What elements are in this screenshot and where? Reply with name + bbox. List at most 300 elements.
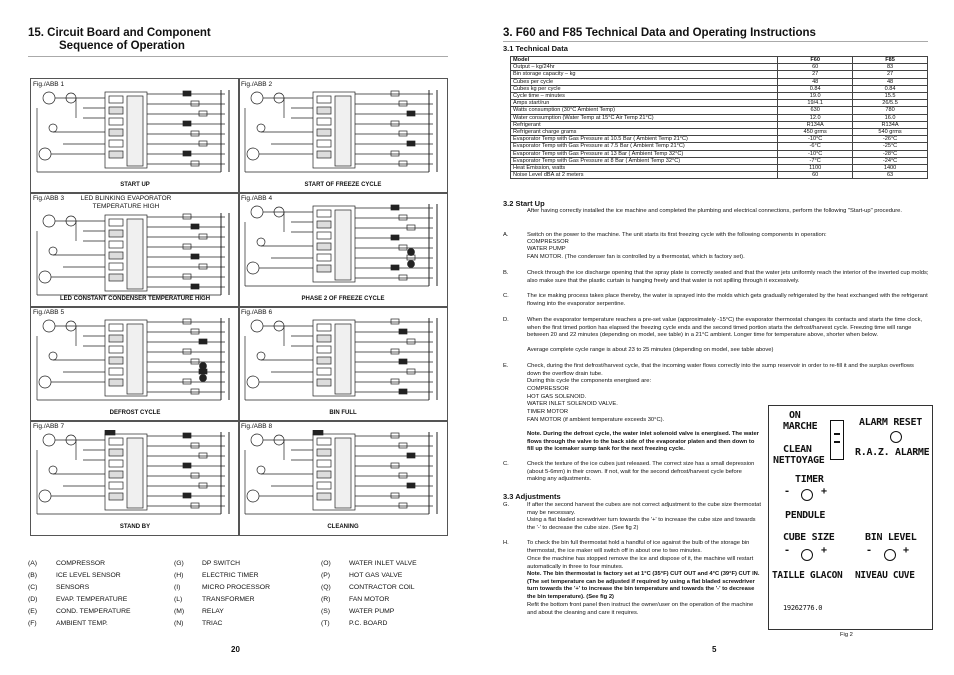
table-cell: 27 bbox=[778, 71, 853, 78]
legend-value: DP SWITCH bbox=[202, 560, 241, 567]
item-e-line1: During this cycle the components energised are: bbox=[527, 378, 652, 384]
item-h-text: To check the bin full thermostat hold a handful of ice against the bulb of the storage bin thermostat, the ice maker will switch off in about one to two minutes. bbox=[527, 540, 750, 554]
component-box bbox=[407, 141, 415, 146]
table-cell: 48 bbox=[778, 78, 853, 85]
legend-value: TRANSFORMER bbox=[202, 596, 255, 603]
component-symbol bbox=[49, 247, 57, 255]
legend-value: COND. TEMPERATURE bbox=[56, 608, 131, 615]
component-symbol bbox=[251, 92, 263, 104]
table-row bbox=[511, 100, 928, 107]
legend-key: (R) bbox=[321, 596, 331, 603]
component-box bbox=[183, 274, 191, 279]
table-cell: 780 bbox=[853, 107, 928, 114]
panel-marche-label: MARCHE bbox=[783, 421, 818, 432]
legend-key: (M) bbox=[174, 608, 185, 615]
table-cell: R134A bbox=[853, 121, 928, 128]
item-c2-text: Check the texture of the ice cubes just released. The correct size has a small depression (about 5-6mm) in their crown. If not, wait for the second defrost/harvest cycle before making any adjustments. bbox=[527, 461, 755, 483]
component-box bbox=[313, 430, 323, 435]
left-page-number: 20 bbox=[231, 645, 240, 654]
panel-bin-level-label: BIN LEVEL bbox=[865, 532, 917, 543]
legend-item bbox=[321, 560, 417, 567]
table-cell: Water consumption (Water Temp at 15°C Air Temp 21°C) bbox=[511, 114, 778, 121]
table-cell: 60 bbox=[778, 64, 853, 71]
component-box bbox=[391, 265, 399, 270]
table-cell: 630 bbox=[778, 107, 853, 114]
table-cell: -10°C bbox=[778, 136, 853, 143]
component-symbol bbox=[247, 376, 259, 388]
component-symbol bbox=[257, 466, 265, 474]
component-box bbox=[109, 379, 123, 386]
legend-item bbox=[321, 596, 389, 603]
component-box bbox=[109, 118, 123, 125]
component-box bbox=[317, 324, 331, 331]
legend-key: (B) bbox=[28, 572, 38, 579]
component-box bbox=[199, 234, 207, 239]
component-box bbox=[191, 359, 199, 364]
figure-caption: BIN FULL bbox=[329, 410, 357, 416]
component-box bbox=[399, 101, 407, 106]
legend-value: HOT GAS VALVE bbox=[349, 572, 403, 579]
component-symbol bbox=[251, 320, 263, 332]
component-box bbox=[391, 319, 399, 324]
figure-caption: DEFROST CYCLE bbox=[109, 410, 161, 416]
component-box bbox=[391, 463, 399, 468]
component-box bbox=[191, 503, 199, 508]
component-box bbox=[391, 91, 399, 96]
component-box bbox=[391, 349, 399, 354]
component-box bbox=[199, 339, 207, 344]
power-switch[interactable] bbox=[830, 420, 844, 460]
component-box bbox=[109, 460, 123, 467]
component-box bbox=[317, 449, 331, 456]
table-cell: Bin storage capacity – kg bbox=[511, 71, 778, 78]
component-box bbox=[399, 161, 407, 166]
left-section-title-line2: Sequence of Operation bbox=[59, 40, 185, 52]
component-symbol bbox=[247, 148, 259, 160]
component-box bbox=[191, 254, 199, 259]
component-box bbox=[399, 473, 407, 478]
component-box bbox=[399, 131, 407, 136]
component-box bbox=[317, 265, 331, 272]
table-row bbox=[511, 71, 928, 78]
table-cell: Heat Emission, watts bbox=[511, 165, 778, 172]
item-h-label: H. bbox=[503, 540, 509, 546]
component-box bbox=[317, 482, 331, 489]
component-box bbox=[109, 230, 123, 237]
component-box bbox=[399, 503, 407, 508]
legend-key: (Q) bbox=[321, 584, 331, 591]
component-symbol bbox=[39, 148, 51, 160]
component-box bbox=[407, 453, 415, 458]
figure-caption: CLEANING bbox=[327, 524, 359, 530]
legend-item bbox=[174, 572, 259, 579]
component-box bbox=[109, 438, 123, 445]
component-symbol bbox=[43, 215, 55, 227]
component-symbol bbox=[257, 124, 265, 132]
component-box bbox=[183, 91, 191, 96]
component-box bbox=[317, 107, 331, 114]
circuit-figure-2 bbox=[238, 78, 448, 194]
table-cell: Refrigerant bbox=[511, 121, 778, 128]
panel-taille-label: TAILLE GLACON bbox=[772, 570, 843, 581]
table-cell: Cubes kg per cycle bbox=[511, 85, 778, 92]
table-row bbox=[511, 114, 928, 121]
component-symbol bbox=[49, 352, 57, 360]
legend-value: P.C. BOARD bbox=[349, 620, 388, 627]
item-e-note: Note. During the defrost cycle, the water inlet solenoid valve is energised. The water flows through the valve to the back side of the evaporator platen and then down to fill up the icemaker sump tank for the next freezing cycle. bbox=[527, 431, 759, 453]
wiring-diagram bbox=[241, 88, 445, 174]
table-cell: 63 bbox=[853, 172, 928, 179]
table-header-cell: F85 bbox=[853, 57, 928, 64]
panel-raz-label: R.A.Z. ALARME bbox=[855, 447, 930, 458]
table-header-row bbox=[511, 57, 928, 64]
component-box bbox=[183, 349, 191, 354]
table-header-cell: Model bbox=[511, 57, 778, 64]
legend-value: TRIAC bbox=[202, 620, 223, 627]
right-page-number: 5 bbox=[712, 645, 717, 654]
item-e-line6: FAN MOTOR (if ambient temperature exceeds 30°C). bbox=[527, 417, 665, 423]
component-box bbox=[183, 493, 191, 498]
legend-key: (G) bbox=[174, 560, 184, 567]
table-cell: 1400 bbox=[853, 165, 928, 172]
panel-clean-label: CLEAN bbox=[783, 444, 812, 455]
component-box bbox=[335, 324, 351, 394]
legend-key: (S) bbox=[321, 608, 331, 615]
legend-key: (F) bbox=[28, 620, 37, 627]
item-h-end: Refit the bottom front panel then instruct the owner/user on the operation of the machine and about the cleaning and care it requires. bbox=[527, 602, 754, 616]
table-cell: 0.84 bbox=[778, 85, 853, 92]
component-box bbox=[109, 368, 123, 375]
component-box bbox=[317, 357, 331, 364]
legend-value: SENSORS bbox=[56, 584, 90, 591]
panel-timer-label: TIMER bbox=[795, 474, 824, 485]
table-cell: R134A bbox=[778, 121, 853, 128]
legend-item bbox=[28, 596, 127, 603]
legend-key: (A) bbox=[28, 560, 38, 567]
component-box bbox=[127, 324, 143, 394]
figure-caption: PHASE 2 OF FREEZE CYCLE bbox=[301, 296, 385, 302]
component-symbol bbox=[39, 490, 51, 502]
table-row bbox=[511, 85, 928, 92]
component-box bbox=[109, 263, 123, 270]
figure-label: Fig./ABB 5 bbox=[33, 309, 65, 316]
legend-item bbox=[174, 620, 222, 627]
legend-value: WATER PUMP bbox=[349, 608, 395, 615]
timer-knob[interactable] bbox=[801, 489, 813, 501]
component-box bbox=[183, 214, 191, 219]
component-box bbox=[335, 438, 351, 508]
component-box bbox=[317, 151, 331, 158]
panel-serial: 19262776.0 bbox=[783, 604, 823, 612]
table-cell: Cubes per cycle bbox=[511, 78, 778, 85]
legend-item bbox=[174, 608, 224, 615]
panel-plus-2: + bbox=[821, 545, 827, 556]
legend-item bbox=[28, 572, 121, 579]
component-symbol bbox=[49, 124, 57, 132]
table-cell: Refrigerant charge grams bbox=[511, 129, 778, 136]
panel-minus-1: - bbox=[784, 486, 790, 497]
item-g-label: G. bbox=[503, 502, 510, 508]
panel-minus-2: - bbox=[784, 545, 790, 556]
table-cell: 83 bbox=[853, 64, 928, 71]
component-box bbox=[183, 433, 191, 438]
table-cell: 15.5 bbox=[853, 93, 928, 100]
table-cell: -10°C bbox=[778, 150, 853, 157]
component-box bbox=[399, 275, 407, 280]
component-symbol bbox=[247, 262, 259, 274]
item-a-label: A. bbox=[503, 232, 509, 238]
component-box bbox=[317, 379, 331, 386]
legend-key: (I) bbox=[174, 584, 181, 591]
panel-pendule-label: PENDULE bbox=[785, 510, 826, 521]
component-box bbox=[317, 438, 331, 445]
component-box bbox=[317, 243, 331, 250]
wiring-diagram bbox=[241, 430, 445, 516]
table-row bbox=[511, 157, 928, 164]
panel-plus-1: + bbox=[821, 486, 827, 497]
legend-value: RELAY bbox=[202, 608, 224, 615]
component-box bbox=[407, 225, 415, 230]
panel-minus-3: - bbox=[866, 545, 872, 556]
component-box bbox=[317, 254, 331, 261]
table-cell: Cycle time – minutes bbox=[511, 93, 778, 100]
wiring-diagram bbox=[33, 430, 237, 516]
subsection-3-2: 3.2 Start Up bbox=[503, 199, 545, 208]
table-cell: Evaporator Temp with Gas Pressure at 10.5 Bar ( Ambient Temp 21°C) bbox=[511, 136, 778, 143]
item-a-line3: FAN MOTOR. (The condenser fan is controlled by a thermostat, which is factory set). bbox=[527, 254, 745, 260]
table-cell: -26°C bbox=[853, 136, 928, 143]
component-box bbox=[199, 264, 207, 269]
component-box bbox=[109, 449, 123, 456]
component-box bbox=[183, 121, 191, 126]
component-box bbox=[109, 471, 123, 478]
component-box bbox=[109, 357, 123, 364]
item-c2-label: C. bbox=[503, 461, 509, 467]
item-a-text: Switch on the power to the machine. The unit starts its first freezing cycle with the following components in operation: bbox=[527, 232, 827, 238]
legend-value: ELECTRIC TIMER bbox=[202, 572, 259, 579]
item-d-label: D. bbox=[503, 317, 509, 323]
panel-plus-3: + bbox=[903, 545, 909, 556]
component-box bbox=[335, 96, 351, 166]
component-box bbox=[191, 443, 199, 448]
table-row bbox=[511, 93, 928, 100]
component-box bbox=[407, 111, 415, 116]
component-box bbox=[183, 151, 191, 156]
component-box bbox=[109, 482, 123, 489]
component-box bbox=[407, 369, 415, 374]
table-cell: Evaporator Temp with Gas Pressure at 8 Bar ( Ambient Temp 32°C) bbox=[511, 157, 778, 164]
component-box bbox=[399, 443, 407, 448]
component-symbol bbox=[408, 249, 415, 256]
table-cell: 48 bbox=[853, 78, 928, 85]
component-box bbox=[127, 438, 143, 508]
item-e-line5: TIMER MOTOR bbox=[527, 409, 569, 415]
component-box bbox=[127, 96, 143, 166]
table-row bbox=[511, 121, 928, 128]
component-box bbox=[317, 493, 331, 500]
component-box bbox=[191, 131, 199, 136]
component-symbol bbox=[43, 320, 55, 332]
figure-label: Fig./ABB 2 bbox=[241, 81, 273, 88]
table-row bbox=[511, 129, 928, 136]
figure-label: Fig./ABB 4 bbox=[241, 195, 273, 202]
component-box bbox=[191, 224, 199, 229]
legend-key: (L) bbox=[174, 596, 183, 603]
component-box bbox=[407, 483, 415, 488]
component-symbol bbox=[257, 238, 265, 246]
table-cell: 60 bbox=[778, 172, 853, 179]
table-cell: Evaporator Temp with Gas Pressure at 7.5 Bar ( Ambient Temp 21°C) bbox=[511, 143, 778, 150]
item-c-label: C. bbox=[503, 293, 509, 299]
component-box bbox=[317, 96, 331, 103]
component-box bbox=[399, 215, 407, 220]
component-box bbox=[109, 241, 123, 248]
table-row bbox=[511, 64, 928, 71]
figure-note: LED BLINKING EVAPORATOR TEMPERATURE HIGH bbox=[80, 195, 172, 210]
component-symbol bbox=[257, 352, 265, 360]
component-box bbox=[191, 329, 199, 334]
table-cell: 19/4.1 bbox=[778, 100, 853, 107]
wiring-diagram bbox=[33, 316, 237, 402]
legend-item bbox=[28, 620, 108, 627]
component-box bbox=[399, 245, 407, 250]
legend-value: CONTRACTOR COIL bbox=[349, 584, 415, 591]
table-cell: 12.0 bbox=[778, 114, 853, 121]
figure-label: Fig./ABB 6 bbox=[241, 309, 273, 316]
figure-caption: START UP bbox=[120, 182, 150, 188]
component-box bbox=[391, 235, 399, 240]
component-box bbox=[407, 339, 415, 344]
component-box bbox=[183, 463, 191, 468]
legend-value: MICRO PROCESSOR bbox=[202, 584, 270, 591]
legend-key: (D) bbox=[28, 596, 38, 603]
wiring-diagram bbox=[241, 316, 445, 402]
legend-key: (N) bbox=[174, 620, 184, 627]
component-box bbox=[317, 140, 331, 147]
component-box bbox=[317, 221, 331, 228]
panel-on-label: ON bbox=[789, 410, 801, 421]
component-box bbox=[199, 141, 207, 146]
component-symbol bbox=[408, 261, 415, 268]
component-box bbox=[109, 96, 123, 103]
wiring-diagram bbox=[241, 202, 445, 288]
subsection-3-1: 3.1 Technical Data bbox=[503, 44, 568, 53]
alarm-reset-button[interactable] bbox=[890, 431, 902, 443]
item-e-text: Check, during the first defrost/harvest cycle, that the incoming water flows correctly into the sump reservoir in order to re-fill it and the surplus overflows down the overflow drain tube. bbox=[527, 363, 914, 377]
fig2-label: Fig 2 bbox=[840, 632, 853, 638]
component-symbol bbox=[200, 363, 207, 370]
legend-item bbox=[321, 584, 415, 591]
startup-intro: After having correctly installed the ice machine and completed the plumbing and electrical connections, perform the following "Start-up" procedure. bbox=[527, 208, 902, 214]
component-box bbox=[317, 471, 331, 478]
component-box bbox=[399, 389, 407, 394]
table-cell: 540 grms bbox=[853, 129, 928, 136]
table-cell: 26/5.5 bbox=[853, 100, 928, 107]
component-box bbox=[317, 346, 331, 353]
circuit-figure-1 bbox=[30, 78, 240, 194]
table-row bbox=[511, 107, 928, 114]
legend-value: AMBIENT TEMP. bbox=[56, 620, 108, 627]
component-box bbox=[191, 101, 199, 106]
item-h-note: Note. The bin thermostat is factory set at 1°C (35°F) CUT OUT and 4°C (39°F) CUT IN. (The set temperature can be adjusted if required by using a flat bladed screwdriver turn towards the '+' to increase the bin temperature and towards the '-' to decrease the bin temperature). (See fig 2) bbox=[527, 571, 760, 600]
table-row bbox=[511, 136, 928, 143]
control-panel-figure bbox=[768, 405, 933, 630]
legend-key: (C) bbox=[28, 584, 38, 591]
figure-label: Fig./ABB 7 bbox=[33, 423, 65, 430]
legend-value: COMPRESSOR bbox=[56, 560, 106, 567]
component-box bbox=[109, 129, 123, 136]
table-cell: Amps start/run bbox=[511, 100, 778, 107]
table-cell: 0.84 bbox=[853, 85, 928, 92]
bin-level-knob[interactable] bbox=[884, 549, 896, 561]
component-box bbox=[127, 219, 143, 289]
component-box bbox=[399, 359, 407, 364]
component-box bbox=[317, 232, 331, 239]
item-c-text: The ice making process takes place thereby, the water is sprayed into the molds which gets gradually refrigerated by the heat exchanged with the refrigerant flowing into the evaporator serpentine. bbox=[527, 293, 928, 307]
component-box bbox=[191, 389, 199, 394]
table-cell: 19.0 bbox=[778, 93, 853, 100]
component-box bbox=[391, 493, 399, 498]
component-box bbox=[391, 151, 399, 156]
table-cell: Watts consumption (30°C Ambient Temp) bbox=[511, 107, 778, 114]
table-cell: -6°C bbox=[778, 143, 853, 150]
component-box bbox=[317, 335, 331, 342]
component-box bbox=[317, 129, 331, 136]
legend-key: (P) bbox=[321, 572, 331, 579]
item-b-label: B. bbox=[503, 270, 509, 276]
component-box bbox=[391, 433, 399, 438]
circuit-figure-7 bbox=[30, 420, 240, 536]
circuit-figure-3 bbox=[30, 192, 240, 308]
cube-size-knob[interactable] bbox=[801, 549, 813, 561]
component-symbol bbox=[247, 490, 259, 502]
legend-value: FAN MOTOR bbox=[349, 596, 390, 603]
component-box bbox=[191, 284, 199, 289]
legend-item bbox=[174, 584, 270, 591]
figure-label: Fig./ABB 1 bbox=[33, 81, 65, 88]
figure-label: Fig./ABB 3 bbox=[33, 195, 65, 202]
legend-key: (T) bbox=[321, 620, 330, 627]
component-symbol bbox=[49, 466, 57, 474]
component-box bbox=[391, 121, 399, 126]
figure-caption: STAND BY bbox=[119, 524, 151, 530]
component-box bbox=[105, 430, 115, 435]
component-symbol bbox=[43, 434, 55, 446]
component-symbol bbox=[200, 375, 207, 382]
component-box bbox=[191, 161, 199, 166]
item-a-line2: WATER PUMP bbox=[527, 246, 566, 252]
component-box bbox=[399, 329, 407, 334]
item-g-extra: Using a flat bladed screwdriver turn towards the '+' to increase the cube size and towards the '-' to decrease the cube size. (See fig 2) bbox=[527, 517, 756, 531]
component-box bbox=[109, 335, 123, 342]
component-box bbox=[109, 324, 123, 331]
legend-key: (H) bbox=[174, 572, 184, 579]
item-b-text: Check through the ice discharge opening that the spray plate is correctly seated and that the water jets uniformly reach the interior of the inverted cup molds; also make sure that the plastic curtain is hanging freely and that water is not spilling through it excessively. bbox=[527, 270, 929, 284]
component-box bbox=[109, 346, 123, 353]
component-box bbox=[109, 493, 123, 500]
table-cell: 16.0 bbox=[853, 114, 928, 121]
component-symbol bbox=[39, 271, 51, 283]
item-d-text: When the evaporator temperature reaches a pre-set value (approximately -15°C) the evaporator thermostat changes its contacts and starts the time clock, when the first timed portion has elapsed the freezing cycle ends and the second timed portion starts the defrost/harvest cycle. Freezing time will range between 20 and 22 minutes (depending on model, see table) in a 21°C ambient. Longer time for temperature above, shorter when below. bbox=[527, 317, 923, 339]
figure-caption: START OF FREEZE CYCLE bbox=[304, 182, 382, 188]
right-section-title: 3. F60 and F85 Technical Data and Operating Instructions bbox=[503, 27, 816, 39]
left-section-title-line1: 15. Circuit Board and Component bbox=[28, 27, 211, 39]
component-box bbox=[199, 111, 207, 116]
component-symbol bbox=[251, 206, 263, 218]
legend-item bbox=[28, 608, 131, 615]
legend-item bbox=[321, 572, 402, 579]
component-box bbox=[317, 210, 331, 217]
